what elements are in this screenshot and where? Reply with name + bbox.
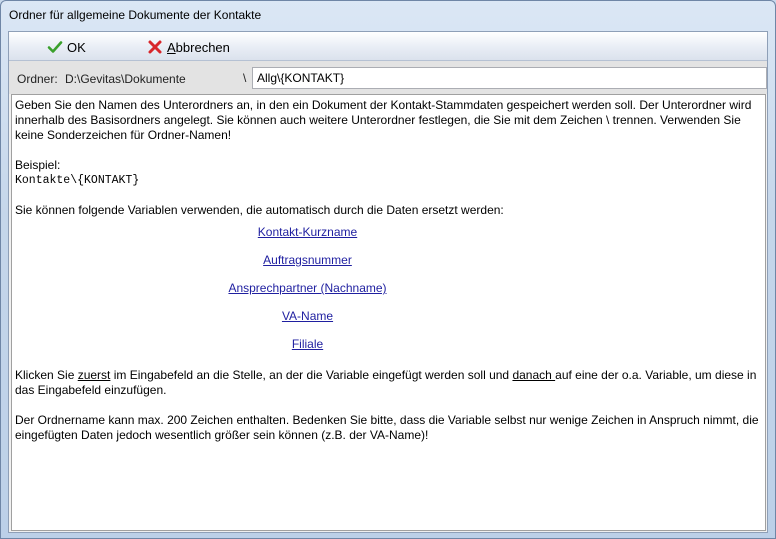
example-value: Kontakte\{KONTAKT} xyxy=(15,174,140,187)
ok-button[interactable] xyxy=(47,37,86,57)
red-x-icon xyxy=(147,39,163,55)
toolbar xyxy=(9,32,767,61)
variable-link-list xyxy=(15,218,600,358)
length-limit-text: Der Ordnername kann max. 200 Zeichen enthalten. Bedenken Sie bitte, dass die Variable selbst nur wenige Zeichen in Anspruch nimmt, die eingefügten Daten jedoch wesentlich größer sein können (z.B. der VA-Name)! xyxy=(15,413,759,442)
path-separator: \ xyxy=(243,71,247,85)
example-label: Beispiel: xyxy=(15,158,61,172)
click-instructions: Klicken Sie zuerst im Eingabefeld an die Stelle, an der die Variable eingefügt werden soll und danach auf eine der o.a. Variable, um diese in das Eingabefeld einzufügen. xyxy=(15,368,757,397)
dialog-frame xyxy=(8,31,768,533)
base-folder-path: D:\Gevitas\Dokumente xyxy=(65,72,186,86)
folder-path-row xyxy=(9,61,767,94)
variable-link-ansprechpartner[interactable]: Ansprechpartner (Nachname) xyxy=(228,281,387,295)
intro-text: Geben Sie den Namen des Unterordners an, in den ein Dokument der Kontakt-Stammdaten gespeichert werden soll. Der Unterordner wird innerhalb des Basisordners angelegt. Sie können auch weitere Unterordner festlegen, die Sie mit dem Zeichen \ trennen. Verwenden Sie keine Sonderzeichen für Ordner-Namen! xyxy=(15,98,752,142)
cancel-button[interactable] xyxy=(147,37,230,57)
help-text-area xyxy=(11,94,766,531)
window-title: Ordner für allgemeine Dokumente der Kontakte xyxy=(9,8,262,22)
ok-button-label: OK xyxy=(67,39,86,55)
variable-link-auftragsnummer[interactable]: Auftragsnummer xyxy=(263,253,352,267)
variable-link-kontakt-kurzname[interactable]: Kontakt-Kurzname xyxy=(257,225,358,239)
folder-label: Ordner: xyxy=(17,72,58,86)
cancel-button-label: Abbrechen xyxy=(167,39,230,55)
variable-link-filiale[interactable]: Filiale xyxy=(291,337,324,351)
subfolder-input[interactable] xyxy=(252,67,767,89)
checkmark-icon xyxy=(47,39,63,55)
variables-intro: Sie können folgende Variablen verwenden, die automatisch durch die Daten ersetzt werden: xyxy=(15,203,504,217)
variable-link-va-name[interactable]: VA-Name xyxy=(281,309,334,323)
